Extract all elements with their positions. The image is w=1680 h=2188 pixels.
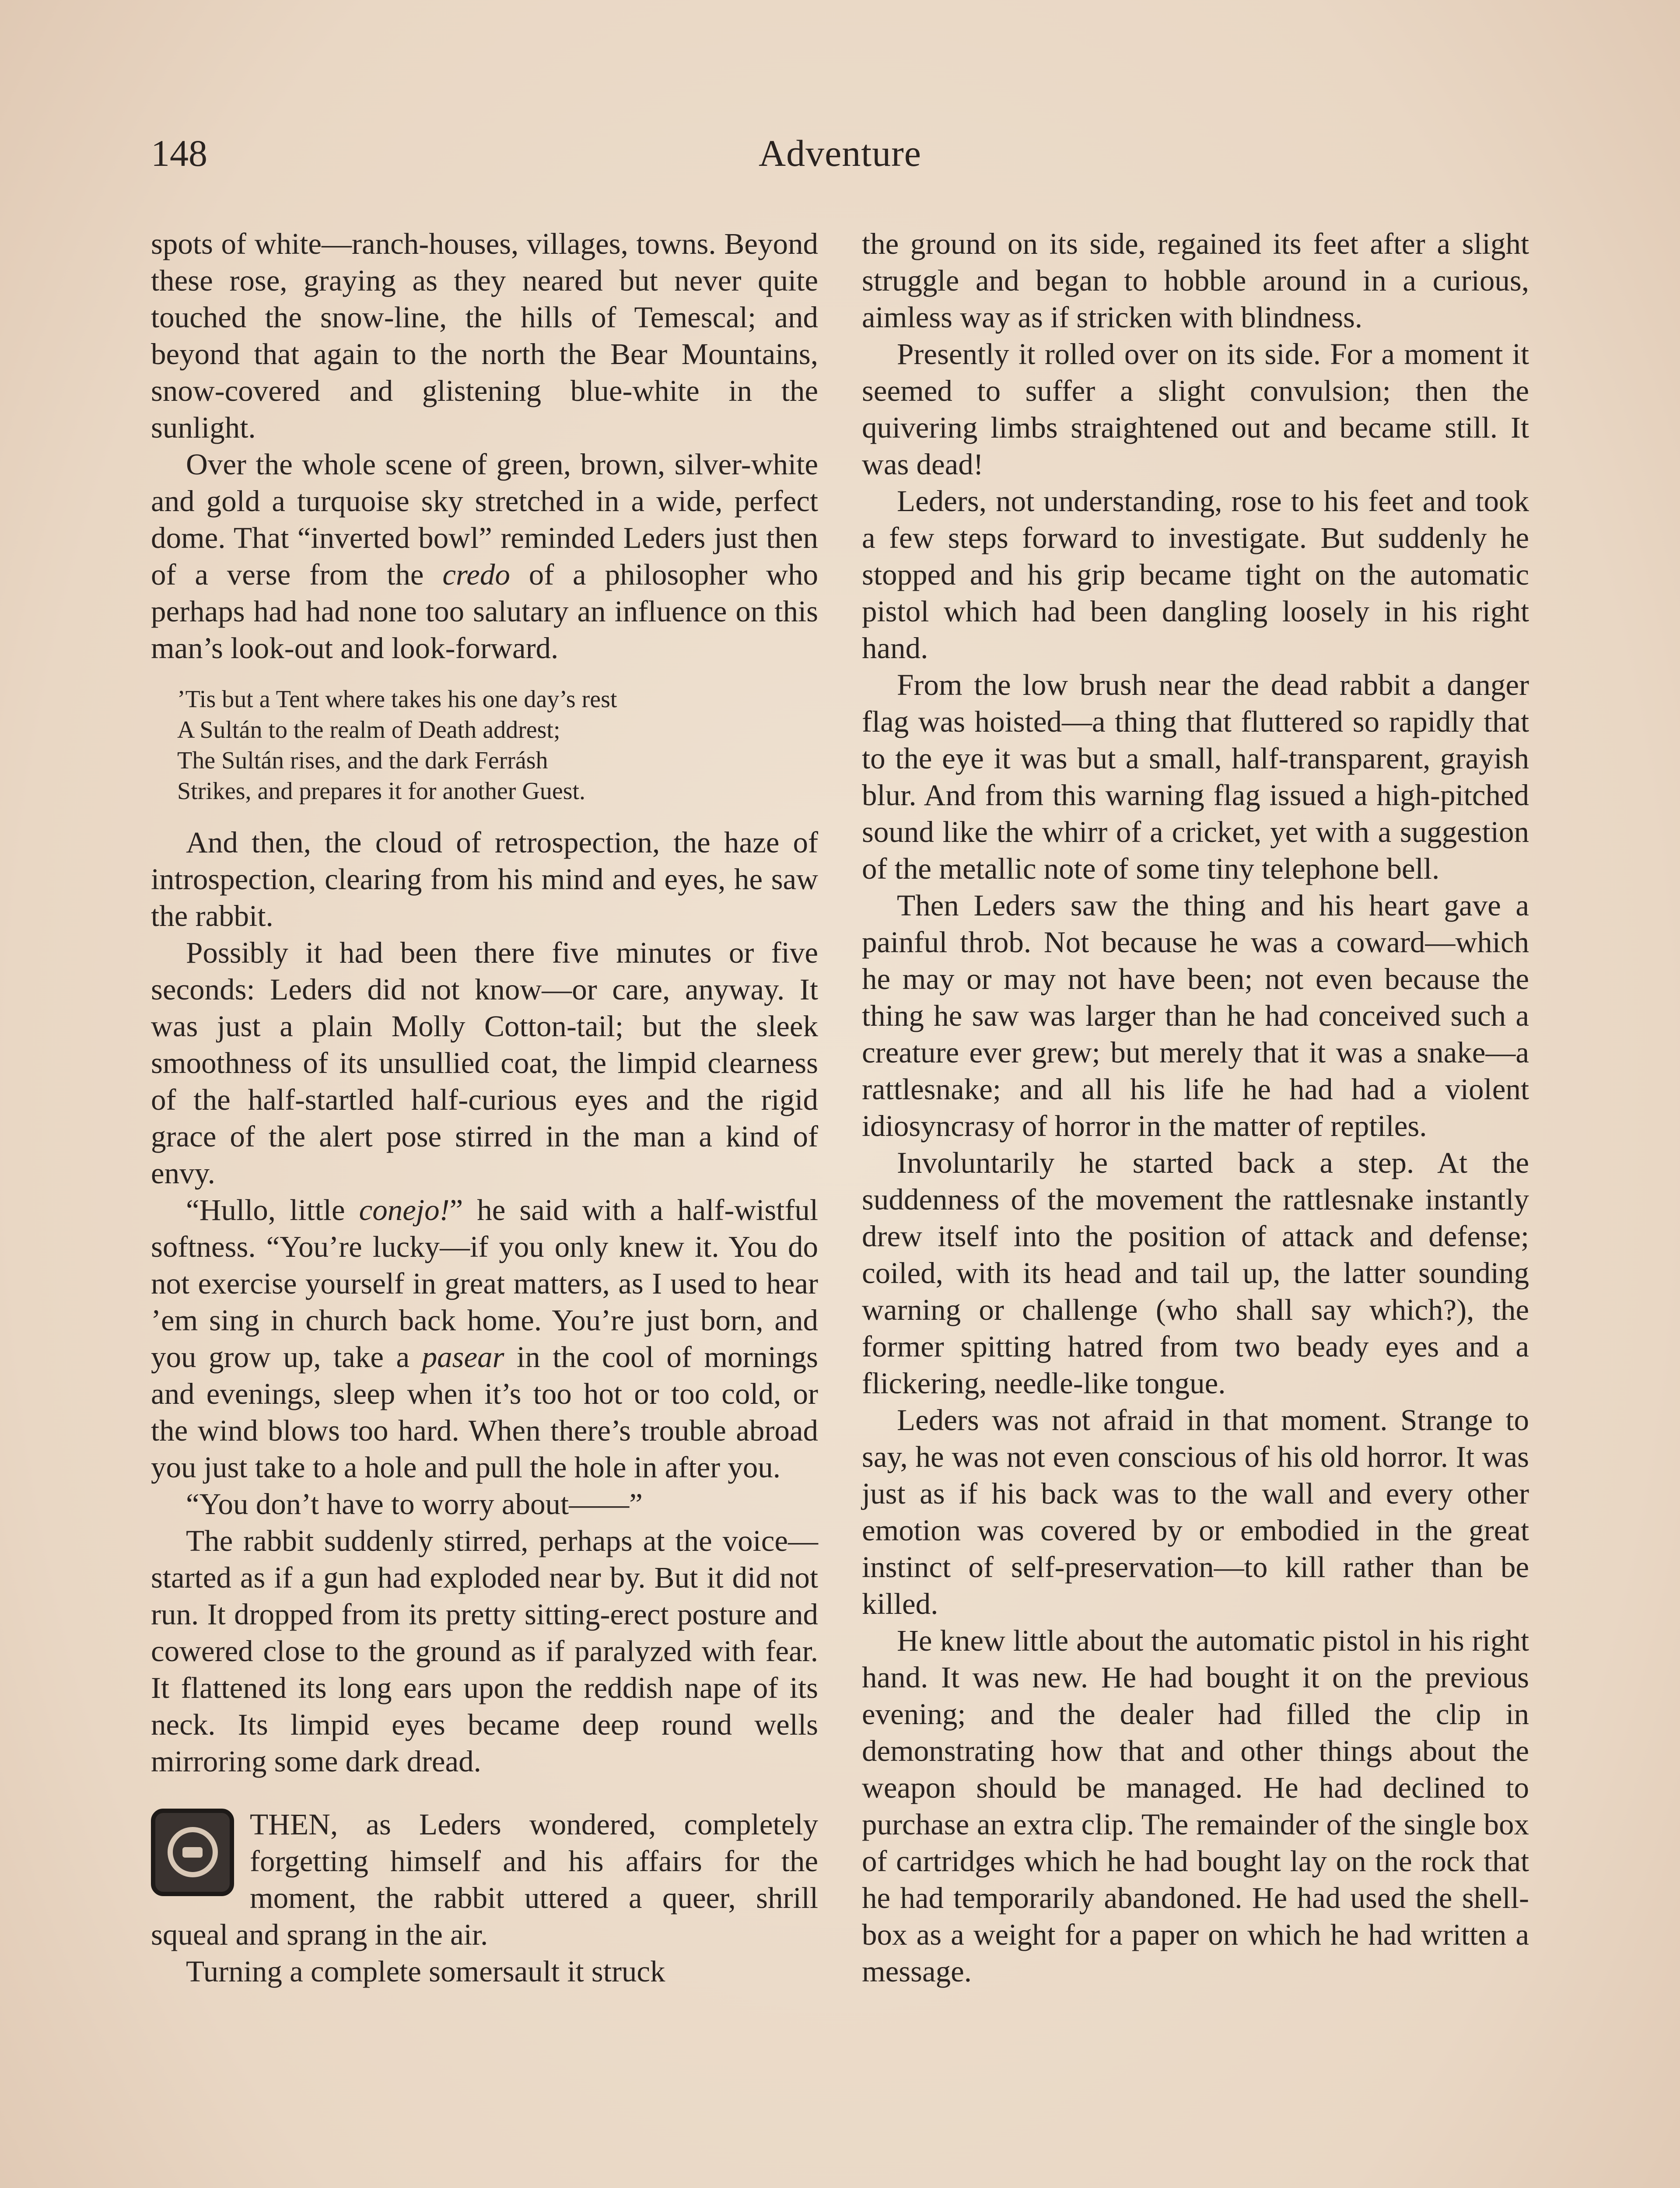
paragraph: From the low brush near the dead rabbit a danger flag was hoisted—a thing that fluttered so rapidly that to the eye it was but a small, half-transparent, grayish blur. And from this warning flag issued a high-pitched sound like the whirr of a cricket, yet with a suggestion of the metallic note of some tiny telephone bell. xyxy=(862,668,1529,885)
paragraph: Presently it rolled over on its side. For a moment it seemed to suffer a slight convulsion; then the quivering limbs straightened out and became still. It was dead! xyxy=(862,337,1529,481)
paragraph: “Hullo, little conejo!” he said with a half-wistful softness. “You’re lucky—if you only knew it. You do not exercise yourself in great matters, as I used to hear ’em sing in church back home. You’re just born, and you grow up, take a pasear in the cool of mornings and evenings, sleep when it’s too hot or too cold, or the wind blows too hard. When there’s trouble abroad you just take to a hole and pull the hole in after you. xyxy=(151,1193,818,1484)
paragraph: Possibly it had been there five minutes or five seconds: Leders did not know—or care, anyway. It was just a plain Molly Cotton-tail; but the sleek smoothness of its unsullied coat, the limpid clearness of the half-startled half-curious eyes and the rigid grace of the alert pose stirred in the man a kind of envy. xyxy=(151,936,818,1190)
paragraph: Leders was not afraid in that moment. Strange to say, he was not even conscious of his old horror. It was just as if his back was to the wall and every other emotion was covered by or embodied in the great instinct of self-preservation—to kill rather than be killed. xyxy=(862,1403,1529,1620)
verse-line: A Sultán to the realm of Death addrest; xyxy=(177,716,560,743)
paragraph: Then Leders saw the thing and his heart gave a painful throb. Not because he was a coward—which he may or may not have been; not even because the thing he saw was larger than he had conceived such a creature ever grew; but merely that it was a snake—a rattlesnake; and all his life he had had a violent idiosyncrasy of horror in the matter of reptiles. xyxy=(862,889,1529,1143)
running-title: Adventure xyxy=(759,132,921,174)
verse-line: The Sultán rises, and the dark Ferrásh xyxy=(177,747,548,774)
paragraph: He knew little about the automatic pistol in his right hand. It was new. He had bought it on the previous evening; and the dealer had filled the clip in demonstrating how that and other things about the weapon should be managed. He had declined to purchase an extra clip. The remainder of the single box of cartridges which he had bought lay on the rock that he had temporarily abandoned. He had used the shell-box as a weight for a paper on which he had written a message. xyxy=(862,1624,1529,1988)
paragraph: The rabbit suddenly stirred, perhaps at the voice—started as if a gun had exploded near by. But it did not run. It dropped from its pretty sitting-erect posture and cowered close to the ground as if paralyzed with fear. It flattened its long ears upon the reddish nape of its neck. Its limpid eyes became deep round wells mirroring some dark dread. xyxy=(151,1524,818,1778)
page-header xyxy=(151,131,1529,184)
emphasis: conejo! xyxy=(359,1193,450,1227)
paragraph: Over the whole scene of green, brown, silver-white and gold a turquoise sky stretched in a wide, perfect dome. That “inverted bowl” reminded Leders just then of a verse from the credo of a philosopher who perhaps had had none too salutary an influence on this man’s look-out and look-forward. xyxy=(151,448,819,665)
ornamental-initial-icon xyxy=(151,1809,234,1896)
paragraph: And then, the cloud of retrospection, the haze of introspection, clearing from his mind and eyes, he saw the rabbit. xyxy=(151,826,818,933)
left-column xyxy=(151,225,818,1990)
paragraph: the ground on its side, regained its feet after a slight struggle and began to hobble around in a curious, aimless way as if stricken with blindness. xyxy=(862,227,1529,334)
page-number: 148 xyxy=(151,132,207,174)
paragraph: Leders, not understanding, rose to his feet and took a few steps forward to investigate. But suddenly he stopped and his grip became tight on the automatic pistol which had been dangling loosely in his right hand. xyxy=(862,484,1529,665)
emphasis: credo xyxy=(442,558,510,591)
right-column xyxy=(862,225,1529,1990)
verse-line: ’Tis but a Tent where takes his one day’s rest xyxy=(177,686,617,713)
verse-line: Strikes, and prepares it for another Guest. xyxy=(177,778,586,805)
verse-quotation xyxy=(177,684,818,806)
paragraph: spots of white—ranch-houses, villages, towns. Beyond these rose, graying as they neared but never quite touched the snow-line, the hills of Temescal; and beyond that again to the north the Bear Mountains, snow-covered and glistening blue-white in the sunlight. xyxy=(151,227,818,444)
paragraph: Involuntarily he started back a step. At the suddenness of the movement the rattlesnake instantly drew itself into the position of attack and defense; coiled, with its head and tail up, the latter sounding warning or challenge (who shall say which?), the former spitting hatred from two beady eyes and a flickering, needle-like tongue. xyxy=(862,1146,1529,1400)
emphasis: pasear xyxy=(422,1340,504,1374)
section-start-paragraph: THEN, as Leders wondered, completely forgetting himself and his affairs for the moment, the rabbit uttered a queer, shrill squeal and sprang in the air. xyxy=(151,1808,818,1951)
paragraph: “You don’t have to worry about——” xyxy=(186,1487,643,1521)
paragraph: Turning a complete somersault it struck xyxy=(186,1955,665,1988)
